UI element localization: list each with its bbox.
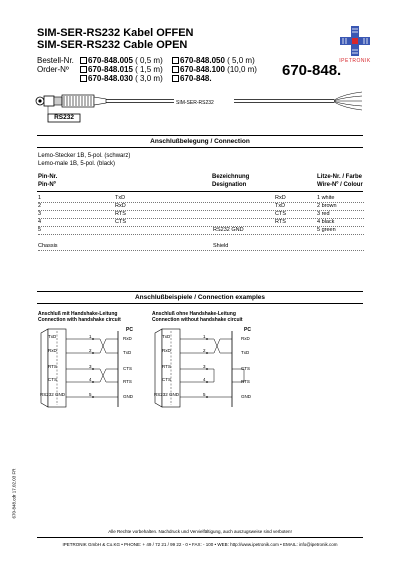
pc-label: PC [126,327,133,333]
divider [37,537,363,538]
divider [37,303,363,304]
logo-text: IPETRONIK [339,58,371,64]
order-item: 670-848.015 ( 1,5 m) [80,65,163,74]
pin-number: 1 [89,334,92,339]
pin-number: 2 [89,348,92,353]
big-order-number: 670-848. [282,62,342,79]
pin-row: 2 RxD TxD 2 brown [38,203,364,211]
signal-label: RxD [48,348,57,353]
right-example-title: Anschluß ohne Handshake-Leitung Connection without handshake circuit [152,311,243,323]
divider [37,291,363,292]
pin-number: 4 [89,377,92,382]
left-example-title: Anschluß mit Handshake-Leitung Connection with handshake circuit [38,311,121,323]
divider [37,135,363,136]
signal-label: TxD [48,334,57,339]
pin-number: 1 [203,334,206,339]
signal-label: CTS [48,377,57,382]
connector-label: RS232 [54,114,74,121]
pin-number: 3 [89,364,92,369]
signal-label: RS232 GND [40,392,66,397]
pc-signal: RTS [241,379,250,384]
connector-en: Lemo-male 1B, 5-pol. (black) [38,161,116,167]
pc-signal: GND [241,394,251,399]
signal-label: RS232 GND [154,392,180,397]
pin-row: 5 RS232 GND 5 green [38,227,364,235]
rights-note: Alle Rechte vorbehalten. Nachdruck und Vervielfältigung, auch auszugsweise sind verboten! [108,529,292,534]
title-de: SIM-SER-RS232 Kabel OFFEN [37,27,194,39]
pc-signal: RTS [123,379,132,384]
pc-signal: CTS [123,366,132,371]
pc-label: PC [244,327,251,333]
pc-signal: CTS [241,366,250,371]
pin-row: 3 RTS CTS 3 red [38,211,364,219]
pin-number: 5 [203,392,206,397]
ipetronik-logo [340,26,370,56]
signal-label: CTS [162,377,171,382]
pin-number: 5 [89,392,92,397]
pin-row-chassis: Chassis Shield [38,243,364,251]
cable-label: SIM-SER-RS232 [176,100,214,106]
pin-row: 4 CTS RTS 4 black [38,219,364,227]
logo-mark-icon [340,26,370,56]
divider [37,191,363,192]
signal-label: TxD [162,334,171,339]
col-desc-header: Bezeichnung Designation [212,174,250,188]
title-en: SIM-SER-RS232 Cable OPEN [37,39,188,51]
signal-label: RTS [48,364,57,369]
order-item: 670-848.050 ( 5,0 m) [172,56,255,65]
side-note: 670-848.cdr 17.02.03 FR [11,468,17,519]
connector-de: Lemo-Stecker 1B, 5-pol. (schwarz) [38,153,131,159]
pin-number: 3 [203,364,206,369]
pin-number: 4 [203,377,206,382]
pin-number: 2 [203,348,206,353]
pc-signal: TxD [123,350,132,355]
pc-signal: TxD [241,350,250,355]
pc-signal: RxD [123,336,132,341]
pc-signal: GND [123,394,133,399]
pin-row: 1 TxD RxD 1 white [38,195,364,203]
pc-signal: RxD [241,336,250,341]
company-footer: IPETRONIK GmbH & Co.KG • PHONE: + 49 / 72 21 / 99 22 - 0 • FAX: - 100 • WEB: http://www.ipetronik.com • EMAIL: info@ipetronik.com [62,542,338,547]
signal-label: RTS [162,364,171,369]
col-wire-header: Litze-Nr. / Farbe Wire-Nº / Colour [317,174,363,188]
col-pin-header: Pin-Nr. Pin-Nº [38,174,58,188]
cable-drawing [34,88,366,128]
signal-label: RxD [162,348,171,353]
order-item: 670-848.030 ( 3,0 m) [80,74,163,83]
order-item: 670-848.100 (10,0 m) [172,65,257,74]
pinout-section-title: Anschlußbelegung / Connection [150,138,250,145]
order-label-de: Bestell-Nr. [37,56,74,65]
divider [37,147,363,148]
order-label-en: Order-Nº [37,65,69,74]
order-item: 670-848.005 ( 0,5 m) [80,56,163,65]
examples-section-title: Anschlußbeispiele / Connection examples [134,294,266,301]
order-item: 670-848. [172,74,212,83]
